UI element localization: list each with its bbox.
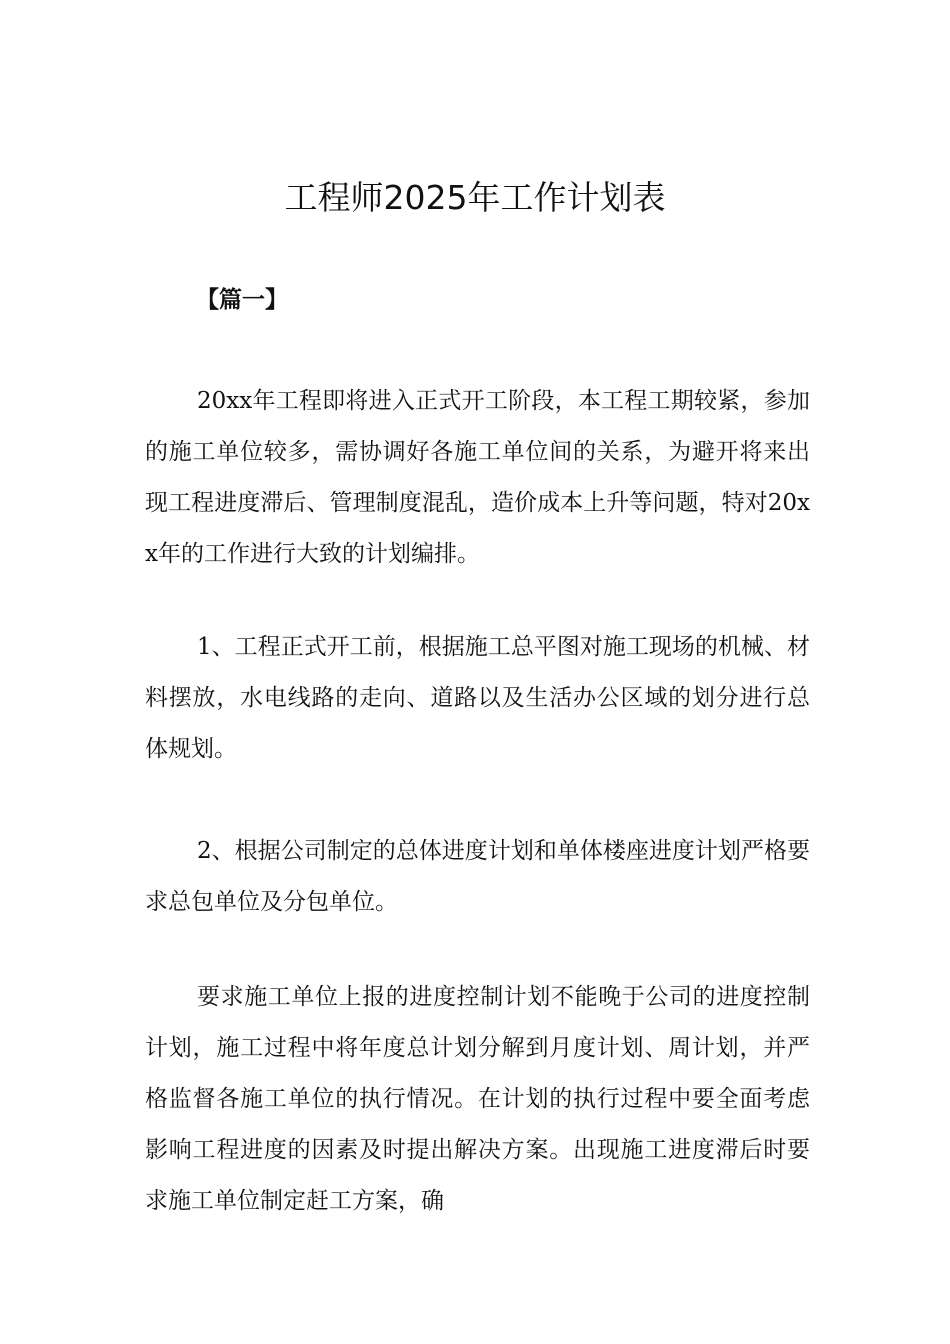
paragraph-item-1: 1、工程正式开工前，根据施工总平图对施工现场的机械、材料摆放，水电线路的走向、道路以及生活办公区域的划分进行总体规划。 (145, 634, 810, 762)
paragraph-progress-control: 要求施工单位上报的进度控制计划不能晚于公司的进度控制计划，施工过程中将年度总计划分解到月度计划、周计划，并严格监督各施工单位的执行情况。在计划的执行过程中要全面考虑影响工程进度的因素及时提出解决方案。出现施工进度滞后时要求施工单位制定赶工方案，确 (145, 984, 810, 1214)
paragraph-intro: 20xx年工程即将进入正式开工阶段，本工程工期较紧，参加的施工单位较多，需协调好各施工单位间的关系，为避开将来出现工程进度滞后、管理制度混乱，造价成本上升等问题，特对20xx年的工作进行大致的计划编排。 (145, 388, 810, 567)
document-title: 工程师2025年工作计划表 (284, 178, 666, 217)
section-label: 【篇一】 (196, 286, 288, 313)
paragraph-item-2: 2、根据公司制定的总体进度计划和单体楼座进度计划严格要求总包单位及分包单位。 (145, 838, 810, 915)
